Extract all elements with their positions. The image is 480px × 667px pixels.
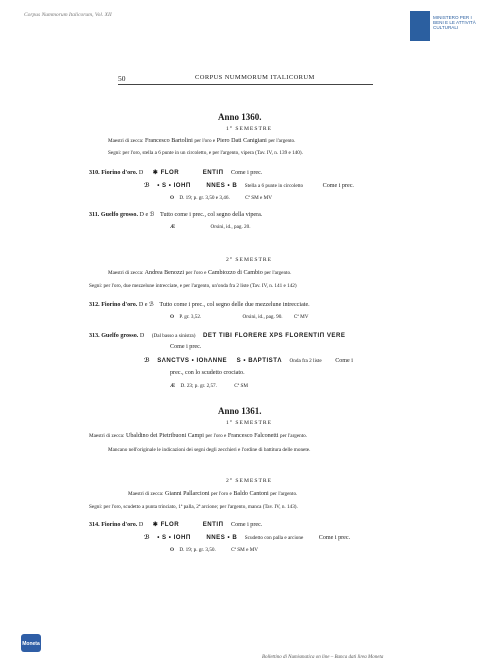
note-line: Mancano nell'originale le indicazioni dei segni degli zecchieri e l'ordine di battitura delle monete. (108, 447, 311, 453)
entry-313-obverse-text: Come i prec. (170, 344, 202, 350)
ministry-logo (410, 11, 430, 41)
masters-line: Maestri di zecca: Andrea Benozzi per l'oro e Cambiozzo di Cambio per l'argento. (108, 270, 292, 276)
entry-314-reverse: ℬ • S • IOHΠ NNES • B Scudetto con palla e arcione Come i prec. (144, 534, 351, 541)
footer-credit: Bollettino di Numismatica on line – Banca dati lirea Moneta (262, 655, 384, 660)
semester-heading: 1° SEMESTRE (226, 126, 273, 132)
signs-line: Segni: per l'oro, scudetto a punta trinciato, 1ª palla, 2ª arcione; per l'argento, manca (Tav. IV, n. 143). (89, 504, 298, 510)
semester-heading: 1° SEMESTRE (226, 420, 273, 426)
year-heading-1360: Anno 1360. (218, 112, 262, 122)
masters-line: Maestri di zecca: Ubaldino dei Pietribuoni Campi per l'oro e Francesco Falconetti per l'argento. (89, 433, 308, 439)
series-header: Corpus Nummorum Italicorum, Vol. XII (24, 12, 112, 18)
semester-heading: 2° SEMESTRE (226, 257, 273, 263)
entry-312: 312. Fiorino d'oro. D e ℬ Tutto come i prec., col segno delle due mezzelune intrecciate. (89, 302, 310, 308)
entry-310-obverse: 310. Fiorino d'oro. D ✱ FLOR ENTIΠ Come i prec. (89, 169, 263, 176)
entry-313-obverse: 313. Guelfo grosso. D (Dal basso a sinistra) DET TIBI FLORERE XPS FLORENTIΠ VERE (89, 332, 346, 339)
entry-313-reverse-text: prec., con lo scudetto crociato. (170, 370, 245, 376)
moneta-logo-text: Moneta (22, 641, 40, 647)
page-number: 50 (118, 74, 126, 83)
entry-314-obverse: 314. Fiorino d'oro. D ✱ FLOR ENTIΠ Come i prec. (89, 521, 263, 528)
entry-313-reverse: ℬ SΛNCTVS • IOhΛNNE S • BΛPTISTΛ Onda fra 2 liste Come i (144, 357, 353, 364)
semester-heading: 2° SEMESTRE (226, 478, 273, 484)
entry-310-reverse: ℬ • S • IOHΠ NNES • B Stella a 6 punte in circoletto Come i prec. (144, 182, 354, 189)
entry-312-weights: O P. gr. 3,52. Orsini, id., pag. 90. Cª MV (170, 314, 309, 320)
running-title: CORPUS NUMMORUM ITALICORUM (195, 74, 315, 81)
signs-line: Segni: per l'oro, stella a 6 punte in un circoletto, e per l'argento, vipera (Tav. IV, n. 139 e 140). (108, 150, 303, 156)
entry-314-weights: O D. 19; p. gr. 3,50. Cª SM e MV (170, 547, 259, 553)
ministry-logo-text: MINISTERO PER I BENI E LE ATTIVITÀ CULTURALI (433, 15, 476, 31)
year-heading-1361: Anno 1361. (218, 406, 262, 416)
masters-line: Maestri di zecca: Gianni Pallarcioni per l'oro e Baldo Cantoni per l'argento. (128, 491, 298, 497)
entry-311-ref: Æ Orsini, id., pag. 20. (170, 224, 251, 230)
signs-line: Segni: per l'oro, due mezzelune intrecciate, e per l'argento, un'onda fra 2 liste (Tav. IV, n. 141 e 142) (89, 283, 297, 289)
entry-313-weights: Æ D. 23; p. gr. 2,57. Cª SM (170, 383, 248, 389)
masters-line: Maestri di zecca: Francesco Bartolini per l'oro e Piero Dati Canigiani per l'argento. (108, 138, 296, 144)
header-rule (118, 84, 373, 85)
entry-311: 311. Guelfo grosso. D e ℬ Tutto come i prec., col segno della vipera. (89, 212, 263, 218)
entry-310-weights: O D. 19; p. gr. 3,50 e 3,46. Cª SM e MV (170, 195, 273, 201)
